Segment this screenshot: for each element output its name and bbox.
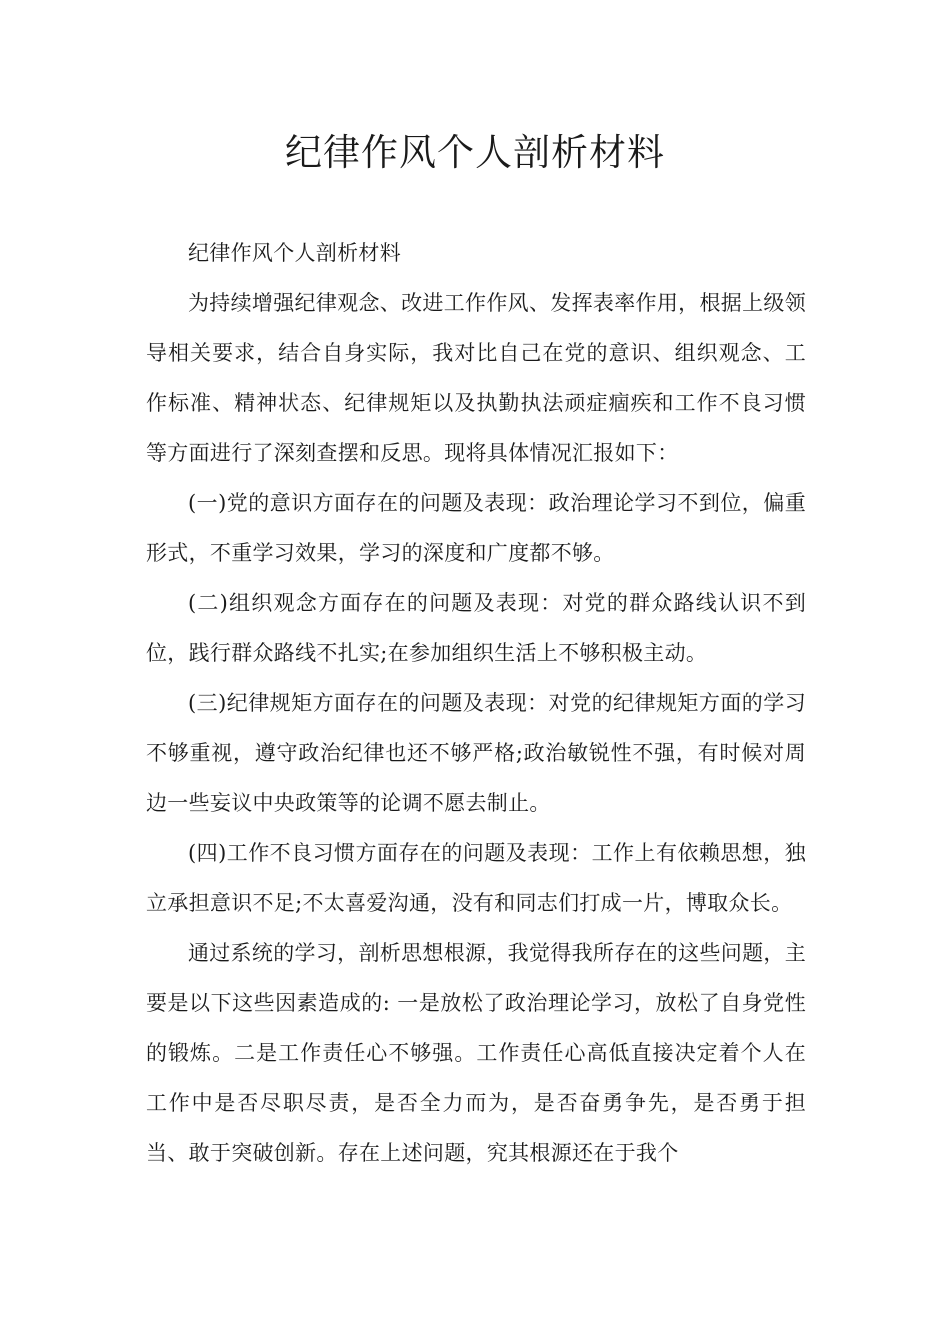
document-body (146, 228, 806, 1178)
paragraph-intro: 为持续增强纪律观念、改进工作作风、发挥表率作用，根据上级领导相关要求，结合自身实际，我对比自己在党的意识、组织观念、工作标准、精神状态、纪律规矩以及执勤执法顽症痼疾和工作不良习惯等方面进行了深刻查摆和反思。现将具体情况汇报如下： (146, 291, 806, 465)
paragraph-item-1: (一)党的意识方面存在的问题及表现：政治理论学习不到位，偏重形式，不重学习效果，学习的深度和广度都不够。 (146, 491, 806, 565)
document-title: 纪律作风个人剖析材料 (285, 131, 665, 174)
paragraph-item-2: (二)组织观念方面存在的问题及表现：对党的群众路线认识不到位，践行群众路线不扎实;在参加组织生活上不够积极主动。 (146, 591, 806, 665)
paragraph-analysis: 通过系统的学习，剖析思想根源，我觉得我所存在的这些问题，主要是以下这些因素造成的: 一是放松了政治理论学习，放松了自身党性的锻炼。二是工作责任心不够强。工作责任心高低直接决定着个人在工作中是否尽职尽责，是否全力而为，是否奋勇争先，是否勇于担当、敢于突破创新。存在上述问题，究其根源还在于我个 (146, 941, 806, 1165)
paragraph-item-3: (三)纪律规矩方面存在的问题及表现：对党的纪律规矩方面的学习不够重视，遵守政治纪律也还不够严格;政治敏锐性不强，有时候对周边一些妄议中央政策等的论调不愿去制止。 (146, 691, 806, 815)
paragraph-item-4: (四)工作不良习惯方面存在的问题及表现：工作上有依赖思想，独立承担意识不足;不太喜爱沟通，没有和同志们打成一片，博取众长。 (146, 841, 806, 915)
paragraph-subtitle: 纪律作风个人剖析材料 (188, 241, 401, 265)
